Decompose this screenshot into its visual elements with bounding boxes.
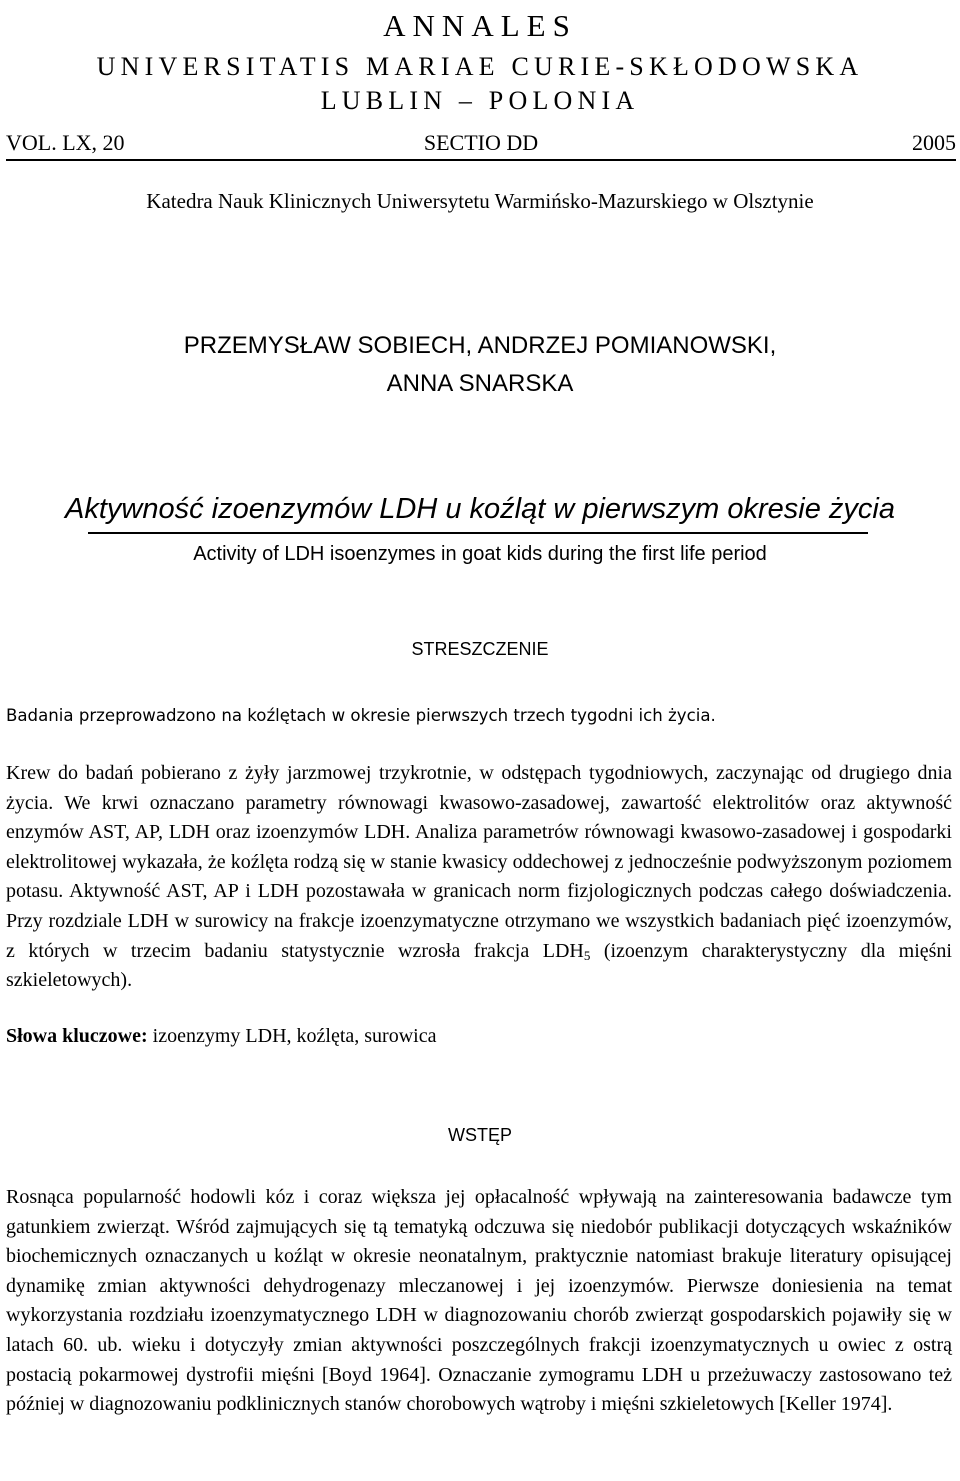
header-divider [6, 159, 956, 161]
journal-city: LUBLIN – POLONIA [320, 86, 640, 115]
abstract-first-sentence [6, 701, 952, 731]
intro-paragraph: Rosnąca popularność hodowli kóz i coraz większa jej opłacalność wpływają na zainteresowania badawcze tym gatunkiem zwierząt. Wśród zajmujących się tą tematyką odczuwa się niedobór publikacji dotyczących wskaźników biochemicznych oznaczanych u koźląt w okresie neonatalnym, praktycznie natomiast brakuje literatury opisującej dynamikę zmian aktywności dehydrogenazy mleczanowej i jej izoenzymów. Pierwsze doniesienia na temat wykorzystania rozdziału izoenzymatycznego LDH w diagnozowaniu chorób zwierząt gospodarskich pojawiły się w latach 60. ub. wieku i dotyczyły zmian aktywności poszczególnych frakcji izoenzymatycznych u owiec z ostrą postacią pokarmowej dystrofii mięśni [Boyd 1964]. Oznaczanie zymogramu LDH u przeżuwaczy zastosowano też później w diagnozowaniu podklinicznych stanów chorobowych wątroby i mięśni szkieletowych [Keller 1974]. [6, 1186, 952, 1416]
journal-volume: VOL. LX, 20 [6, 130, 125, 155]
intro-body [6, 1183, 952, 1420]
article-title-english: Activity of LDH isoenzymes in goat kids during the first life period [193, 543, 767, 565]
abstract-text: Krew do badań pobierano z żyły jarzmowej trzykrotnie, w odstępach tygodniowych, zaczynając od drugiego dnia życia. We krwi oznaczano parametry równowagi kwasowo-zasadowej, zawartość elektrolitów oraz aktywność enzymów AST, AP, LDH oraz izoenzymów LDH. Analiza parametrów równowagi kwasowo-zasadowej i gospodarki elektrolitowej wykazała, że koźlęta rodzą się w stanie kwasicy oddechowej z jednocześnie podwyższonym poziomem potasu. Aktywność AST, AP i LDH pozostawała w granicach norm fizjologicznych podczas całego doświadczenia. Przy rozdziale LDH w surowicy na frakcje izoenzymatyczne otrzymano we wszystkich badaniach pięć izoenzymów, z których w trzecim badaniu statystycznie wzrosła frakcja LDH [6, 762, 952, 962]
journal-year: 2005 [912, 130, 956, 155]
abstract-sentence-1: Badania przeprowadzono na koźlętach w okresie pierwszych trzech tygodni ich życia. [6, 706, 716, 725]
abstract-subscript: 5 [583, 947, 591, 963]
abstract-paragraph [6, 759, 952, 996]
abstract-text-end: (izoenzym charakterystyczny dla mięśni szkieletowych). [6, 939, 952, 992]
journal-header-row [6, 128, 956, 158]
abstract-heading: STRESZCZENIE [411, 639, 549, 659]
authors-line-1: PRZEMYSŁAW SOBIECH, ANDRZEJ POMIANOWSKI, [183, 332, 777, 359]
institution: Katedra Nauk Klinicznych Uniwersytetu Warmińsko-Mazurskiego w Olsztynie [146, 189, 814, 213]
title-divider [88, 532, 868, 534]
keywords [6, 1021, 952, 1051]
journal-section: SECTIO DD [423, 130, 539, 155]
intro-heading: WSTĘP [447, 1125, 512, 1145]
journal-title: ANNALES [383, 8, 577, 43]
keywords-label: Słowa kluczowe: [6, 1025, 148, 1047]
abstract-body [6, 759, 952, 996]
journal-university: UNIVERSITATIS MARIAE CURIE-SKŁODOWSKA [96, 52, 864, 81]
keywords-text: izoenzymy LDH, koźlęta, surowica [147, 1025, 437, 1047]
article-title-polish: Aktywność izoenzymów LDH u koźląt w pierwszym okresie życia [65, 493, 895, 525]
authors-line-2: ANNA SNARSKA [386, 370, 574, 397]
